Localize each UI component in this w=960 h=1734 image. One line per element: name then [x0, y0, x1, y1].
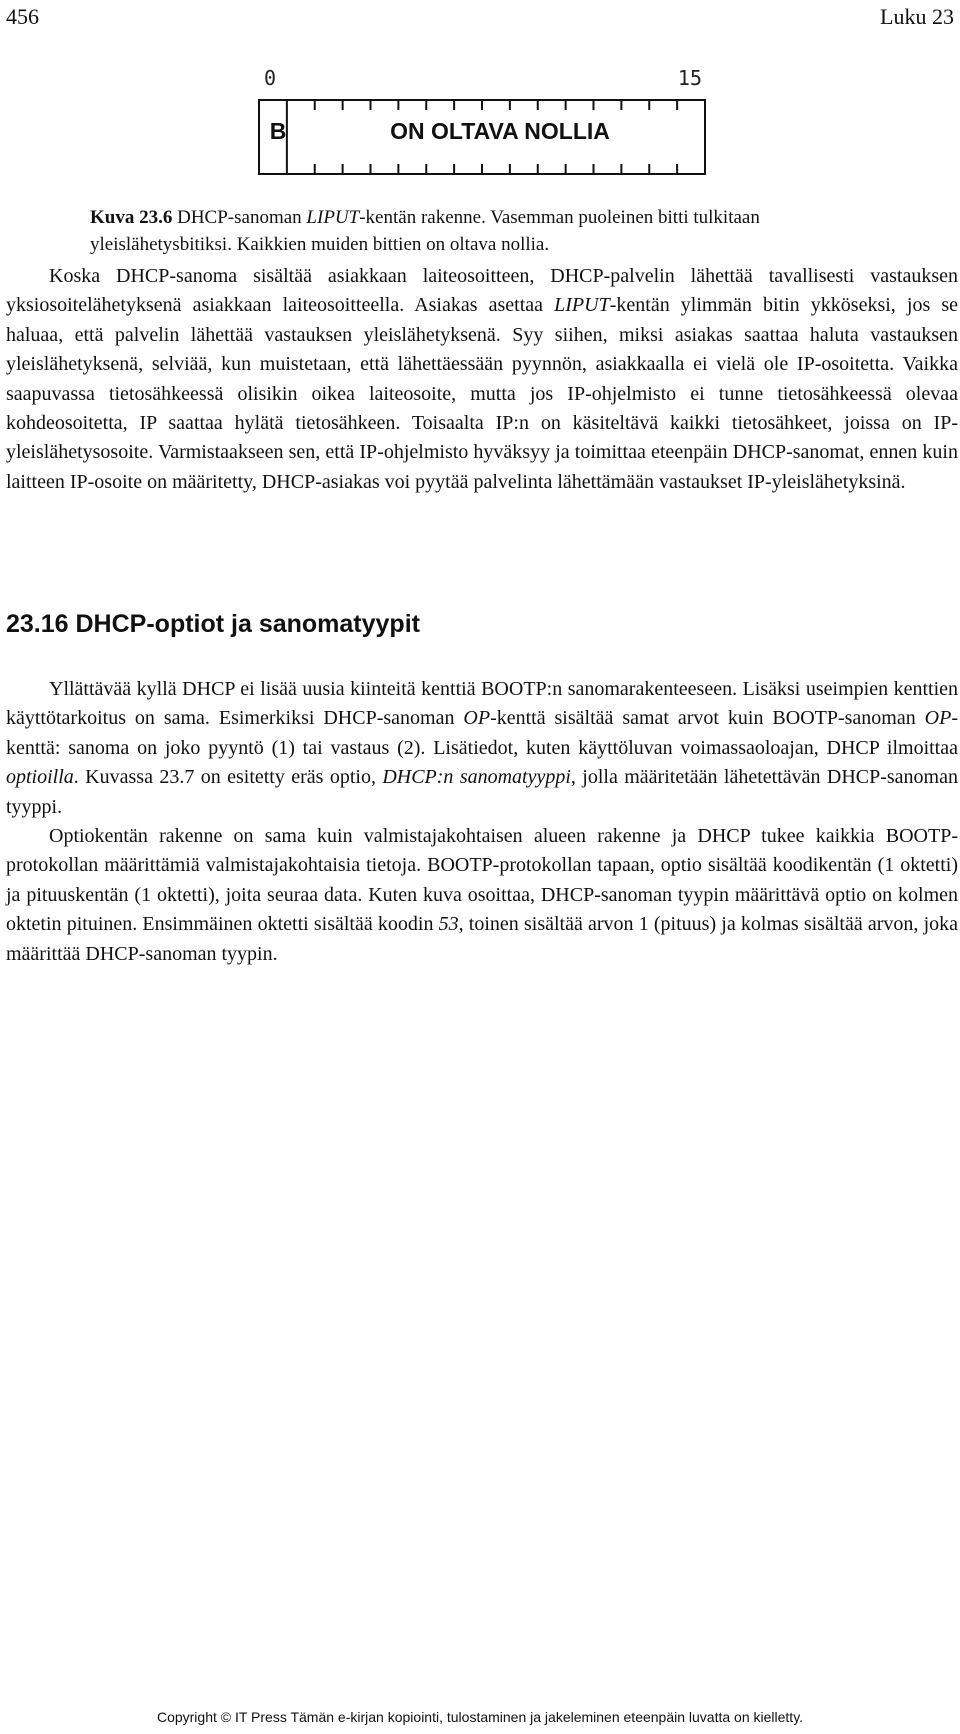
caption-text-2: -kentän rakenne. Vasemman puoleinen bitti tulkitaan yleislähetysbitiksi. Kaikkien muiden bittien on oltava nollia.: [90, 207, 760, 255]
bit-numbers: [258, 66, 706, 92]
figure-caption: [90, 204, 870, 258]
caption-text-1: DHCP-sanoman: [172, 207, 307, 228]
p3-text-b: , toinen sisältää arvon 1 (pituus) ja kolmas sisältää arvon, joka määrittää DHCP-sanoman tyypin.: [6, 913, 959, 965]
p2-op-1: OP: [463, 707, 491, 730]
chapter-label: Luku 23: [880, 4, 954, 29]
flags-field-diagram: [258, 66, 706, 176]
paragraph-1: [6, 262, 958, 497]
paragraph-2-3: [6, 675, 958, 969]
p1-text-a: Koska DHCP-sanoma sisältää asiakkaan laiteosoitteen, DHCP-palvelin lähettää tavallisesti vastauksen yksiosoitelähetyksenä asiakkaan laiteosoitteella. Asiakas asettaa: [6, 265, 958, 317]
p2-text-b: -kenttä sisältää samat arvot kuin BOOTP-sanoman: [490, 707, 925, 730]
zero-bits-label: ON OLTAVA NOLLIA: [390, 118, 610, 144]
section-heading: 23.16 DHCP-optiot ja sanomatyypit: [6, 610, 420, 638]
p2-text-d: . Kuvassa 23.7 on esitetty eräs optio,: [73, 766, 383, 789]
caption-italic: LIPUT: [306, 207, 360, 228]
p2-dhcpn: DHCP:n sanomatyyppi: [382, 766, 571, 789]
bit-end-label: 15: [677, 66, 702, 90]
p2-text-e: , jolla määritetään lähetettävän DHCP-sanoman tyyppi.: [6, 766, 958, 818]
p3-code: 53: [438, 913, 459, 936]
field-box: [258, 99, 706, 175]
p2-optioilla: optioilla: [6, 766, 74, 789]
broadcast-bit-label: B: [269, 118, 287, 144]
p1-text-b: -kentän ylimmän bitin ykköseksi, jos se haluaa, että palvelin lähettää vastauksen yleislähetyksenä. Syy siihen, miksi asiakas saattaa haluta vastauksen yleislähetyksenä, selviää, kun muistetaan, että lähettäessään pyynnön, asiakkaalla ei vielä ole IP-osoitetta. Vaikka saapuvassa tietosähkeessä olisikin oikea laiteosoite, mutta jos IP-ohjelmisto ei tunne tietosähkeessä olevaa kohdeosoitetta, IP saattaa hylätä tietosähkeen. Toisaalta IP:n on käsiteltävä kaikki tietosähkeet, joissa on IP-yleislähetysosoite. Varmistaakseen sen, että IP-ohjelmisto hyväksyy ja toimittaa eteenpäin DHCP-sanomat, ennen kuin laitteen IP-osoite on määritetty, DHCP-asiakas voi pyytää palvelinta lähettämään vastaukset IP-yleislähetyksinä.: [6, 294, 958, 493]
p2-text-a: Yllättävää kyllä DHCP ei lisää uusia kiinteitä kenttiä BOOTP:n sanomarakenteeseen. Lisäksi useimpien kenttien käyttötarkoitus on sama. Esimerkiksi DHCP-sanoman: [6, 678, 958, 730]
caption-label: Kuva 23.6: [90, 207, 173, 228]
p2-text-c: -kenttä: sanoma on joko pyyntö (1) tai vastaus (2). Lisätiedot, kuten käyttöluvan voimassaoloajan, DHCP ilmoittaa: [6, 707, 959, 759]
page-header: [6, 4, 954, 34]
p3-text-a: Optiokentän rakenne on sama kuin valmistajakohtaisen alueen rakenne ja DHCP tukee kaikkia BOOTP-protokollan määrittämiä valmistajakohtaisia tietoja. BOOTP-protokollan tapaan, optio sisältää koodikentän (1 oktetti) ja pituuskentän (1 oktetti), joita seuraa data. Kuten kuva osoittaa, DHCP-sanoman tyypin määrittävä optio on kolmen oktetin pituinen. Ensimmäinen oktetti sisältää koodin: [6, 825, 958, 936]
p1-italic: LIPUT: [554, 294, 610, 317]
page-number: 456: [6, 4, 39, 29]
copyright-footer: Copyright © IT Press Tämän e-kirjan kopiointi, tulostaminen ja jakeleminen eteenpäin luvatta on kielletty.: [156, 1709, 804, 1725]
p2-op-2: OP: [924, 707, 952, 730]
bit-start-label: 0: [264, 66, 277, 90]
